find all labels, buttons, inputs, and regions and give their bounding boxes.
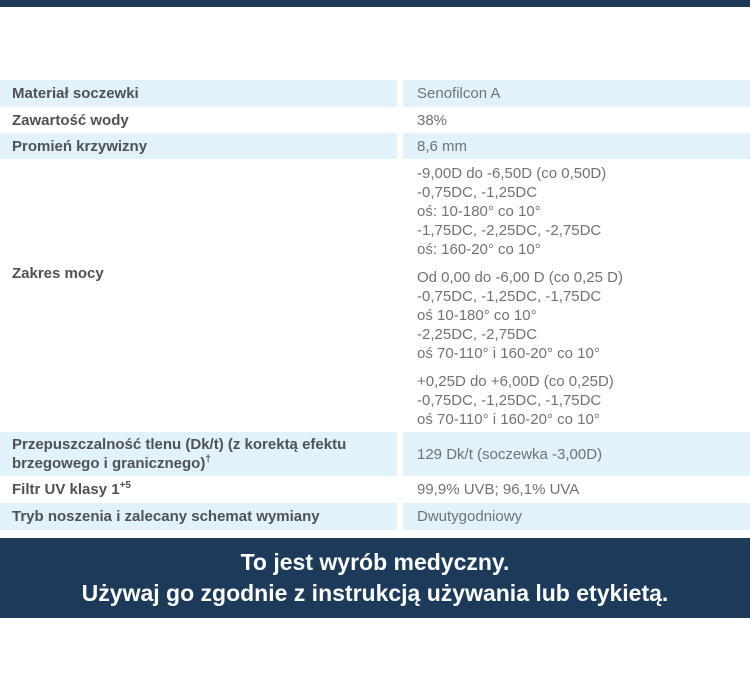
spec-value-text: 129 Dk/t (soczewka -3,00D)	[417, 445, 603, 463]
spec-label	[0, 159, 397, 432]
power-line: oś 70-110° i 160-20° co 10°	[417, 411, 600, 428]
power-line: -2,25DC, -2,75DC	[417, 326, 538, 343]
spec-label	[0, 133, 397, 159]
spec-value	[403, 476, 750, 503]
spec-label-text: Zawartość wody	[12, 111, 129, 129]
spec-value	[403, 107, 750, 133]
power-block-minus-low	[417, 268, 750, 363]
power-block-minus-high	[417, 164, 750, 259]
spec-label-text: Filtr UV klasy $1^{+5}$	[12, 480, 131, 498]
table-row	[0, 432, 750, 476]
spec-table	[0, 80, 750, 530]
spec-value-text: Dwutygodniowy	[417, 508, 523, 525]
spec-label-text: Przepuszczalność tlenu (Dk/t) (z korektą efektu brzegowego i granicznego)†	[12, 436, 347, 472]
table-row-power-range	[0, 159, 750, 432]
table-row	[0, 107, 750, 133]
spec-label	[0, 80, 397, 107]
spec-value	[403, 432, 750, 476]
spec-value	[403, 503, 750, 530]
power-line: oś: 160-20° co 10°	[417, 241, 541, 258]
spec-value-text: Senofilcon A	[417, 85, 501, 102]
spec-value-power-range	[403, 159, 750, 432]
spec-value-text: 99,9% UVB; 96,1% UVA	[417, 481, 580, 498]
plus5-superscript: +5	[119, 480, 131, 491]
spec-label-text: Materiał soczewki	[12, 85, 139, 102]
top-accent-bar	[0, 0, 750, 7]
power-line: oś 10-180° co 10°	[417, 307, 537, 324]
power-line: -0,75DC, -1,25DC, -1,75DC	[417, 288, 602, 305]
dagger-superscript: †	[205, 454, 211, 465]
power-line: -0,75DC, -1,25DC, -1,75DC	[417, 392, 602, 409]
power-line: -1,75DC, -2,25DC, -2,75DC	[417, 222, 602, 239]
power-line: oś: 10-180° co 10°	[417, 203, 541, 220]
spec-label-text: Zakres mocy	[12, 265, 104, 282]
spec-label	[0, 432, 397, 476]
table-row	[0, 476, 750, 503]
power-block-plus	[417, 372, 750, 429]
spec-label-text: Tryb noszenia i zalecany schemat wymiany	[12, 508, 320, 525]
medical-notice-line2: Używaj go zgodnie z instrukcją używania lub etykietą.	[81, 580, 669, 606]
power-line: oś 70-110° i 160-20° co 10°	[417, 345, 600, 362]
power-line: +0,25D do +6,00D (co 0,25D)	[417, 373, 614, 390]
spec-label	[0, 476, 397, 503]
spec-label-text: Promień krzywizny	[12, 137, 148, 155]
spec-value	[403, 133, 750, 159]
power-line: -0,75DC, -1,25DC	[417, 184, 538, 201]
medical-notice-line1: To jest wyrób medyczny.	[240, 549, 510, 575]
power-line: Od 0,00 do -6,00 D (co 0,25 D)	[417, 269, 623, 286]
spec-value-text: 8,6 mm	[417, 137, 468, 155]
table-row	[0, 133, 750, 159]
medical-notice-banner	[0, 538, 750, 618]
table-row	[0, 503, 750, 530]
spec-label	[0, 503, 397, 530]
table-row	[0, 80, 750, 107]
spec-value	[403, 80, 750, 107]
power-line: -9,00D do -6,50D (co 0,50D)	[417, 165, 607, 182]
spec-value-text: 38%	[417, 111, 448, 129]
spec-label	[0, 107, 397, 133]
